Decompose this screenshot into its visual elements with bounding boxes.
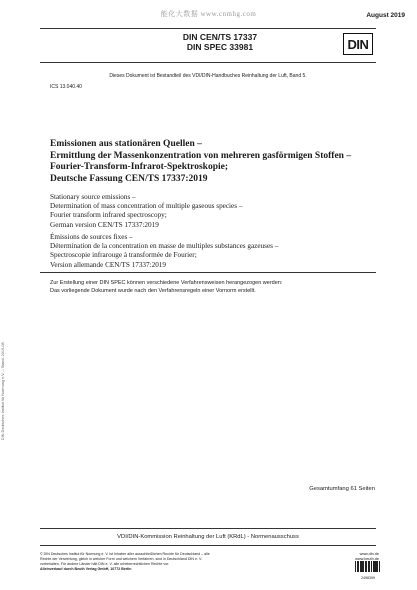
- intro-line: Zur Erstellung einer DIN SPEC können verschiedene Verfahrensweisen herangezogen werden:: [50, 280, 283, 286]
- din-website-link[interactable]: www.din.de: [359, 552, 379, 556]
- beuth-website-link[interactable]: www.beuth.de: [355, 557, 379, 561]
- ics-code: ICS 13.040.40: [50, 84, 82, 90]
- vdi-handbook-note: Dieses Dokument ist Bestandteil des VDI/DIN-Handbuches Reinhaltung der Luft, Band 5.: [109, 73, 307, 79]
- top-rule: [40, 28, 376, 29]
- standard-number-2: DIN SPEC 33981: [186, 42, 254, 52]
- copyright-line: Rechte der Verwertung, gleich in welcher Form und welchem Verfahren, sind in Deutschland DIN e. V.: [40, 557, 203, 561]
- din-logo-text: DIN: [347, 36, 369, 52]
- title-de-line: Deutsche Fassung CEN/TS 17337:2019: [50, 173, 208, 184]
- title-fr-line: Version allemande CEN/TS 17337:2019: [50, 260, 166, 269]
- copyright-line: vorbehalten. Für andere Länder hält DIN e. V. alle urheberrechtlichen Rechte vor.: [40, 562, 170, 566]
- copyright-notice: [40, 552, 272, 572]
- din-logo: [343, 33, 373, 55]
- copyright-line: © DIN Deutsches Institut für Normung e. V. ist Inhaber aller ausschließlichen Rechte für Deutschland – alle: [40, 552, 210, 556]
- title-en-line: Stationary source emissions –: [50, 193, 136, 201]
- watermark-text: 能化大数据 www.cnmhg.com: [160, 10, 257, 18]
- title-de-line: Ermittlung der Massenkonzentration von mehreren gasförmigen Stoffen –: [50, 150, 352, 161]
- title-french: [50, 233, 380, 270]
- intro-line: Das vorliegende Dokument wurde nach den Verfahrensregeln einer Vornorm erstellt.: [50, 287, 256, 294]
- intro-rule: [40, 272, 376, 273]
- committee-name: VDI/DIN-Kommission Reinhaltung der Luft (KRdL) - Normenausschuss: [117, 534, 299, 540]
- title-german: [50, 139, 380, 185]
- intro-paragraph: [50, 280, 370, 295]
- title-fr-line: Spectroscopie infrarouge à transformée de Fourier;: [50, 251, 197, 260]
- side-margin-note: DIN Deutsches Institut für Normung e.V. – Stand: 2019-08: [1, 342, 5, 440]
- title-en-line: German version CEN/TS 17337:2019: [50, 220, 159, 229]
- title-fr-line: Détermination de la concentration en masse de multiples substances gazeuses –: [50, 242, 279, 251]
- title-de-line: Emissionen aus stationären Quellen –: [50, 139, 202, 149]
- title-de-line: Fourier-Transform-Infrarot-Spektroskopie;: [50, 162, 229, 172]
- footer-rule-2: [40, 545, 376, 546]
- title-en-line: Determination of mass concentration of multiple gaseous species –: [50, 202, 243, 211]
- title-english: [50, 193, 380, 230]
- footer-rule: [40, 528, 376, 529]
- barcode-icon: [355, 561, 381, 572]
- standard-designation: [150, 32, 290, 52]
- copyright-line: Alleinverkauf durch Beuth Verlag GmbH, 10772 Berlin: [40, 567, 132, 571]
- title-en-line: Fourier transform infrared spectroscopy;: [50, 211, 167, 220]
- total-pages: Gesamtumfang 61 Seiten: [309, 486, 375, 492]
- publication-date: August 2019: [366, 12, 405, 19]
- title-fr-line: Émissions de sources fixes –: [50, 233, 133, 241]
- header-rule: [40, 62, 376, 63]
- document-number: 2498399: [361, 576, 375, 580]
- standard-number-1: DIN CEN/TS 17337: [182, 32, 258, 42]
